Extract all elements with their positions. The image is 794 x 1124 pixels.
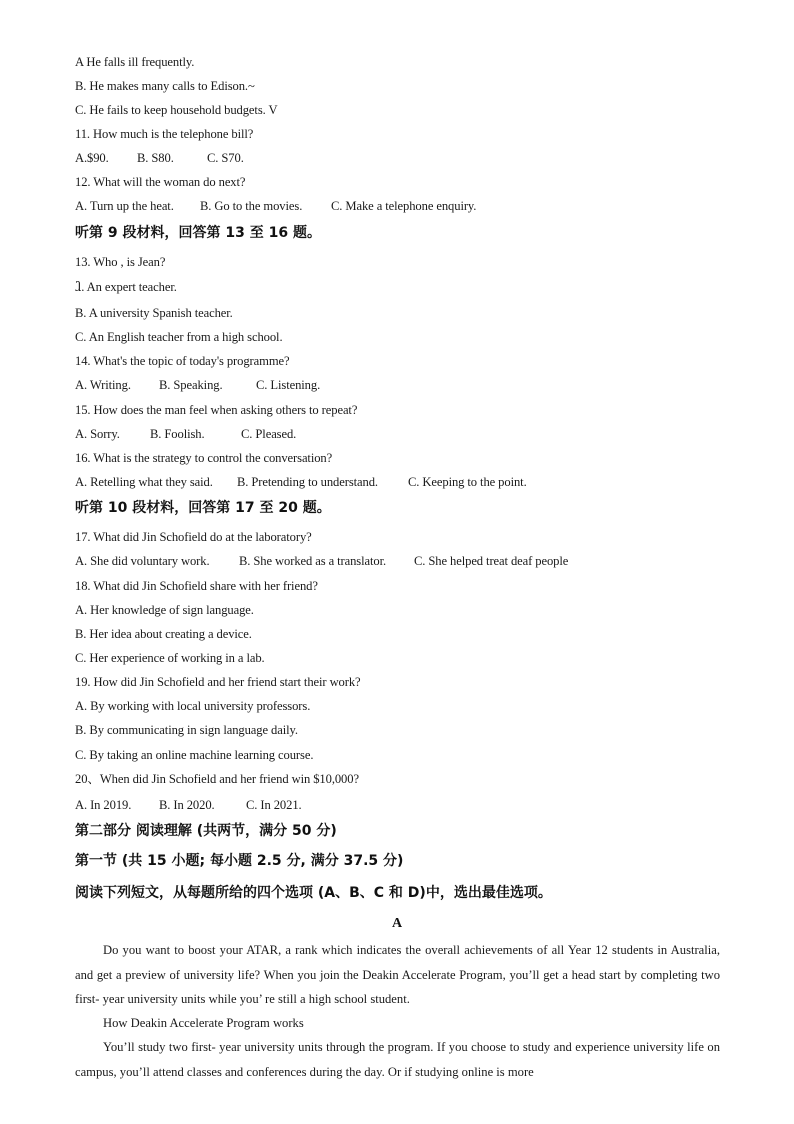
- q18-question: 18. What did Jin Schofield share with her friend?: [75, 579, 318, 593]
- q12-option-c: C. Make a telephone enquiry.: [331, 199, 477, 213]
- passage-paragraph-2: You’ll study two first- year university units through the program. If you choose to study and experience university life on campus, you’ll attend classes and conferences during the day. Or if studying online is more: [75, 1040, 720, 1079]
- passage-paragraph-1: Do you want to boost your ATAR, a rank which indicates the overall achievements of all Year 12 students in Australia, and get a preview of university life? When you join the Deakin Accelerate Program, you’ll get a head start by completing two first- year university units while you’ re still a high school student.: [75, 943, 720, 1006]
- q11-question: 11. How much is the telephone bill?: [75, 127, 254, 141]
- q14-option-b: B. Speaking.: [159, 378, 223, 392]
- q15-option-b: B. Foolish.: [150, 427, 205, 441]
- q18-option-b: B. Her idea about creating a device.: [75, 627, 252, 641]
- q16-options: [75, 474, 527, 490]
- q13-question: 13. Who , is Jean?: [75, 255, 166, 269]
- q12-options: [75, 198, 476, 214]
- q14-question: 14. What's the topic of today's programme?: [75, 354, 290, 368]
- passage-subheading: How Deakin Accelerate Program works: [103, 1016, 304, 1030]
- passage-letter: A: [391, 916, 403, 931]
- q11-options: [75, 150, 244, 166]
- q14-options: [75, 377, 320, 393]
- q17-option-c: C. She helped treat deaf people: [414, 554, 569, 568]
- q13-option-c: C. An English teacher from a high school.: [75, 330, 283, 344]
- q19-option-b: B. By communicating in sign language daily.: [75, 723, 298, 737]
- section9-heading: 听第 9 段材料，回答第 13 至 16 题。: [75, 225, 321, 241]
- q16-option-c: C. Keeping to the point.: [408, 475, 527, 489]
- q12-option-b: B. Go to the movies.: [200, 199, 303, 213]
- q17-option-b: B. She worked as a translator.: [239, 554, 387, 568]
- q20-options: [75, 797, 302, 813]
- q20-option-c: C. In 2021.: [246, 798, 302, 812]
- q19-option-a: A. By working with local university professors.: [75, 699, 311, 713]
- q16-question: 16. What is the strategy to control the conversation?: [75, 451, 333, 465]
- q17-question: 17. What did Jin Schofield do at the laboratory?: [75, 530, 312, 544]
- q17-option-a: A. She did voluntary work.: [75, 554, 210, 568]
- q10-option-b: B. He makes many calls to Edison.~: [75, 79, 255, 93]
- q17-options: [75, 553, 568, 569]
- q20-question: 20、When did Jin Schofield and her friend win $10,000?: [75, 772, 359, 786]
- q16-option-b: B. Pretending to understand.: [237, 475, 378, 489]
- q12-question: 12. What will the woman do next?: [75, 175, 246, 189]
- q10-option-a: A He falls ill frequently.: [75, 55, 195, 69]
- q11-option-c: C. S70.: [207, 151, 244, 165]
- q11-option-a: A.$90.: [75, 151, 109, 165]
- q15-question: 15. How does the man feel when asking others to repeat?: [75, 403, 358, 417]
- q14-option-c: C. Listening.: [256, 378, 321, 392]
- q15-option-a: A. Sorry.: [75, 427, 120, 441]
- part2-heading: 第二部分 阅读理解 (共两节，满分 50 分): [75, 823, 337, 839]
- q15-option-c: C. Pleased.: [241, 427, 297, 441]
- q18-option-a: A. Her knowledge of sign language.: [75, 603, 254, 617]
- q13-option-b: B. A university Spanish teacher.: [75, 306, 233, 320]
- q14-option-a: A. Writing.: [75, 378, 131, 392]
- q12-option-a: A. Turn up the heat.: [75, 199, 174, 213]
- q19-option-c: C. By taking an online machine learning course.: [75, 748, 314, 762]
- section1-heading: 第一节 (共 15 小题; 每小题 2.5 分, 满分 37.5 分): [75, 853, 404, 869]
- q13-option-a: ⱹ. An expert teacher.: [75, 280, 177, 294]
- q15-options: [75, 426, 296, 442]
- q19-question: 19. How did Jin Schofield and her friend start their work?: [75, 675, 361, 689]
- q11-option-b: B. S80.: [137, 151, 174, 165]
- q18-option-c: C. Her experience of working in a lab.: [75, 651, 265, 665]
- reading-instruction: 阅读下列短文，从每题所给的四个选项 (A、B、C 和 D)中，选出最佳选项。: [75, 885, 552, 901]
- q10-option-c: C. He fails to keep household budgets. V: [75, 103, 278, 117]
- q16-option-a: A. Retelling what they said.: [75, 475, 213, 489]
- section10-heading: 听第 10 段材料，回答第 17 至 20 题。: [75, 500, 331, 516]
- q20-option-b: B. In 2020.: [159, 798, 215, 812]
- q20-option-a: A. In 2019.: [75, 798, 132, 812]
